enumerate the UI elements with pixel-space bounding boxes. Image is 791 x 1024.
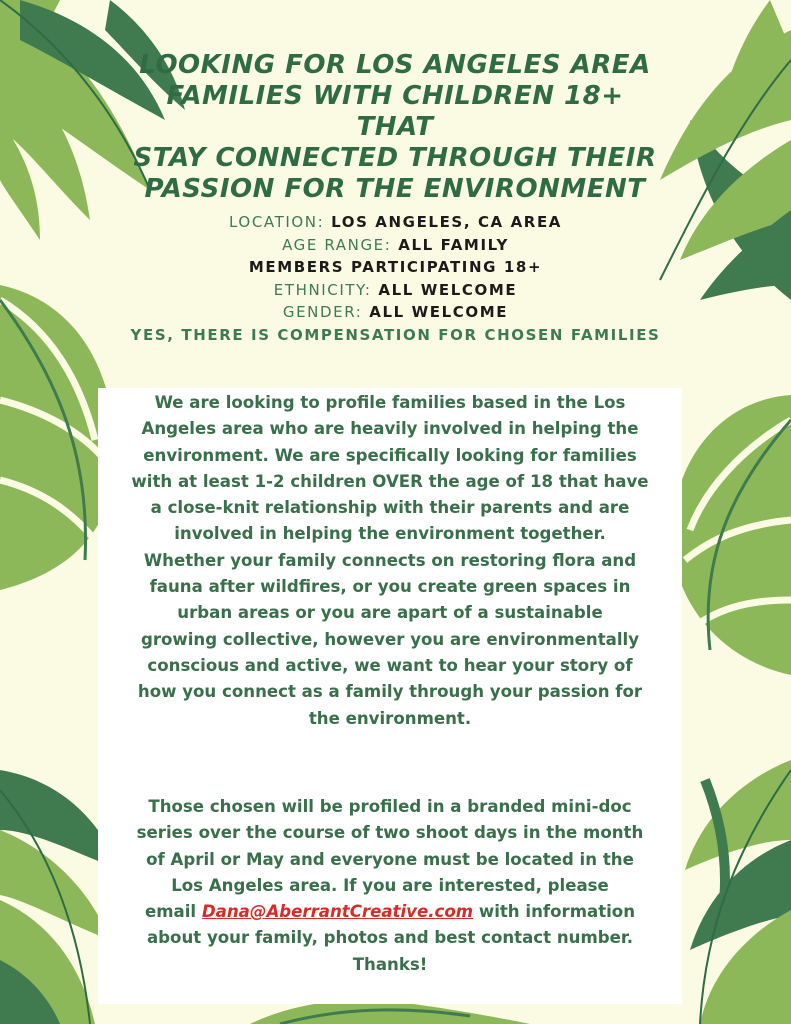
ethnicity-value: ALL WELCOME: [378, 280, 518, 299]
contact-paragraph: [112, 794, 668, 978]
text-line: Los Angeles area. If you are interested, please: [171, 875, 609, 895]
text-line: growing collective, however you are environmentally: [140, 629, 640, 649]
email-suffix: with information: [478, 902, 636, 922]
location-row: [0, 211, 791, 234]
text-line: series over the course of two shoot days in the month: [136, 823, 644, 843]
gender-value: ALL WELCOME: [369, 303, 509, 321]
text-line: about your family, photos and best contact number.: [146, 928, 634, 948]
text-line: with at least 1-2 children OVER the age of 18 that have: [131, 471, 649, 491]
text-line: Whether your family connects on restoring flora and: [143, 550, 637, 570]
location-value: LOS ANGELES, CA AREA: [331, 213, 562, 231]
age-range-row: [0, 234, 791, 257]
age-range-value: ALL FAMILY: [398, 235, 509, 254]
ethnicity-row: [0, 279, 791, 302]
text-line: conscious and active, we want to hear your story of: [147, 655, 633, 675]
headline-line: FAMILIES WITH CHILDREN 18+ THAT: [166, 81, 624, 142]
thanks-line: Thanks!: [352, 954, 428, 974]
text-line: involved in helping the environment together.: [174, 524, 606, 544]
text-line: Angeles area who are heavily involved in helping the: [141, 419, 639, 439]
description-paragraph: [112, 390, 668, 732]
text-line: environment. We are specifically looking for families: [143, 445, 637, 465]
text-line: Those chosen will be profiled in a branded mini-doc: [148, 797, 632, 816]
text-line: the environment.: [308, 708, 472, 728]
compensation-note: YES, THERE IS COMPENSATION FOR CHOSEN FAMILIES: [130, 325, 661, 344]
gender-label: GENDER:: [282, 303, 363, 321]
text-line: of April or May and everyone must be located in the: [146, 849, 634, 869]
age-range-value-cont: MEMBERS PARTICIPATING 18+: [248, 258, 543, 276]
email-prefix: email: [144, 902, 197, 922]
ethnicity-label: ETHNICITY:: [273, 280, 372, 299]
description-card: [98, 388, 682, 1004]
gender-row: [0, 301, 791, 324]
headline-line: PASSION FOR THE ENVIRONMENT: [144, 174, 646, 204]
text-line: a close-knit relationship with their parents and are: [150, 498, 630, 518]
bottom-right-palm-leaf: [685, 760, 791, 1024]
study-details: [0, 211, 791, 346]
headline: [130, 50, 660, 205]
headline-line: STAY CONNECTED THROUGH THEIR: [133, 143, 657, 173]
text-line: fauna after wildfires, or you create green spaces in: [149, 577, 631, 597]
headline-line: LOOKING FOR LOS ANGELES AREA: [139, 50, 651, 80]
age-range-label: AGE RANGE:: [282, 235, 392, 254]
right-monstera-leaf: [672, 395, 791, 675]
text-line: urban areas or you are apart of a sustainable: [177, 603, 603, 623]
email-link[interactable]: Dana@AberrantCreative.com: [201, 902, 474, 922]
text-line: We are looking to profile families based in the Los: [154, 393, 626, 412]
age-range-row-cont: [0, 256, 791, 279]
email-line: [112, 899, 668, 925]
location-label: LOCATION:: [228, 213, 325, 231]
text-line: how you connect as a family through your passion for: [137, 682, 643, 702]
